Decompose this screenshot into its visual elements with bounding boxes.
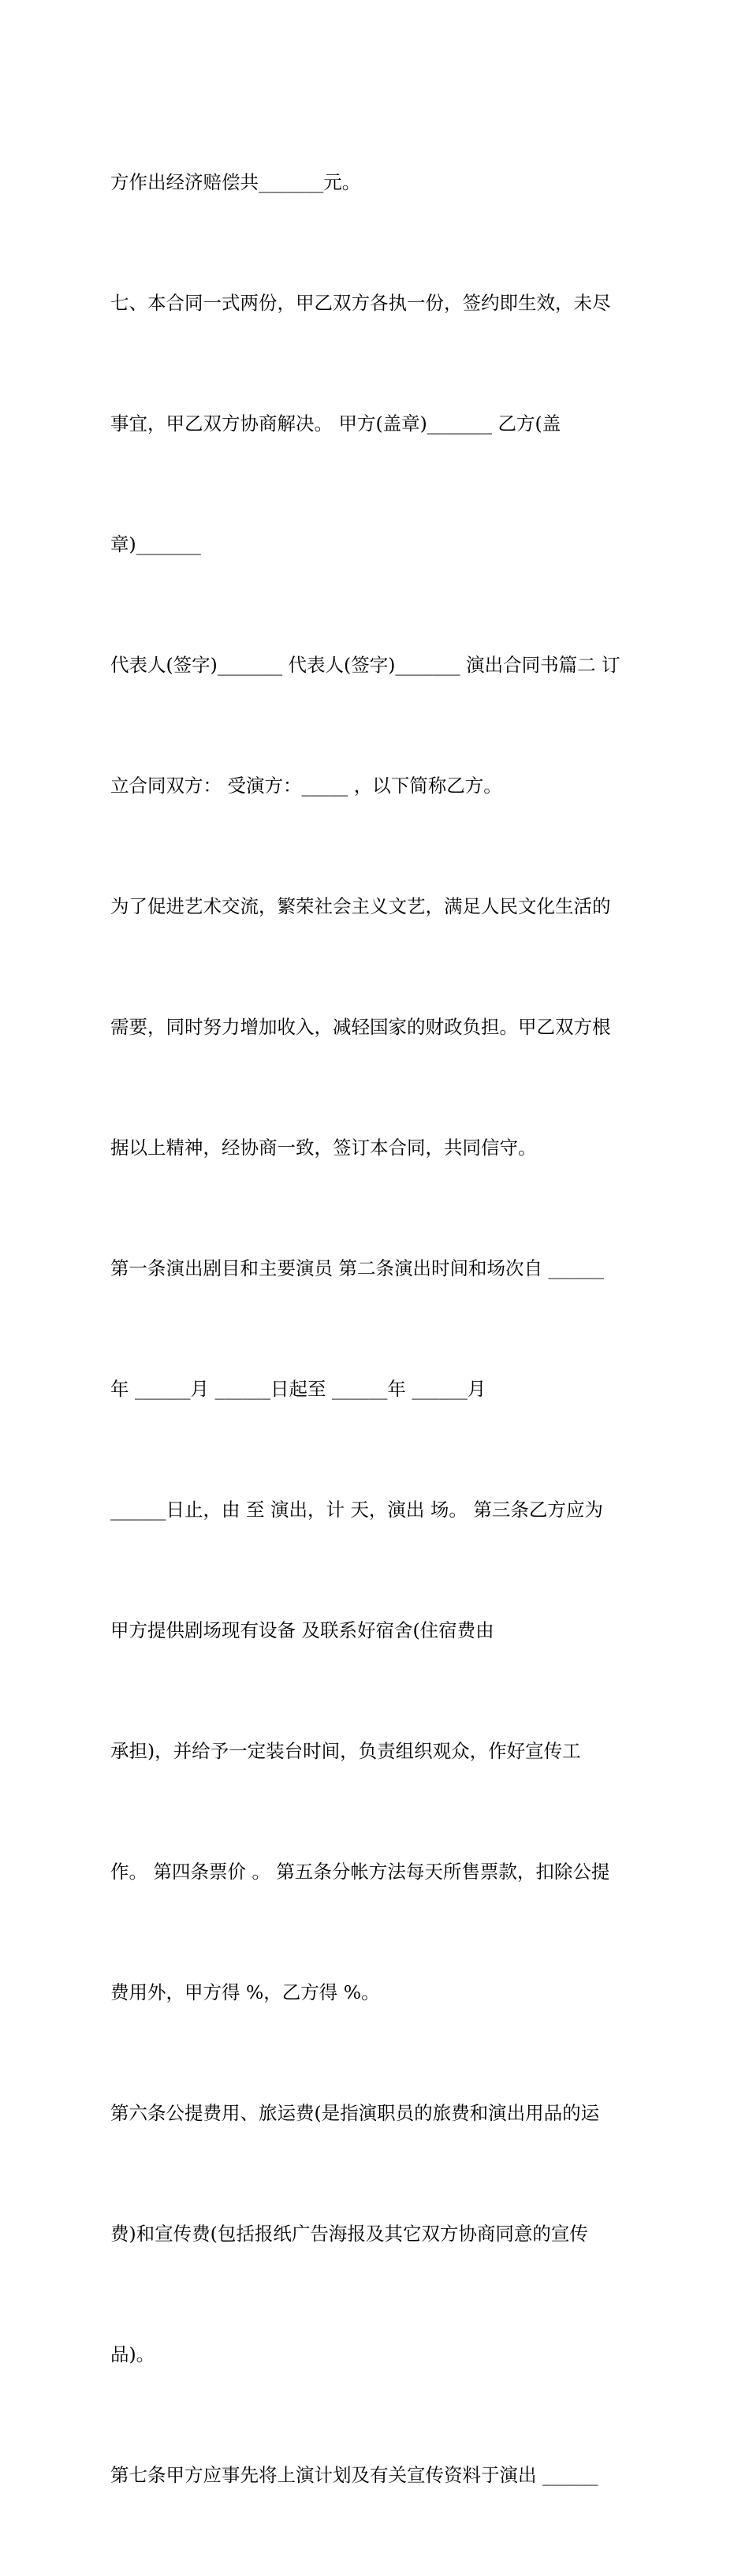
text-line: 立合同双方： 受演方：_____ ，以下简称乙方。 [110,775,502,797]
text-line: 费用外，甲方得 %，乙方得 %。 [110,1981,380,2003]
text-line: 代表人(签字)_______ 代表人(签字)_______ 演出合同书篇二 订 [110,654,620,676]
text-line: 第七条甲方应事先将上演计划及有关宣传资料于演出 ______ [110,2464,598,2486]
document-body [110,82,647,2576]
text-line: 事宜，甲乙双方协商解决。 甲方(盖章)_______ 乙方(盖 [110,413,561,435]
text-line: 作。 第四条票价 。 第五条分帐方法每天所售票款，扣除公提 [110,1861,610,1883]
text-line: 需要，同时努力增加收入，减轻国家的财政负担。甲乙双方根 [110,1016,611,1038]
text-line: 承担)，并给予一定装台时间，负责组织观众，作好宣传工 [110,1740,581,1762]
text-line: ______日止，由 至 演出，计 天，演出 场。 第三条乙方应为 [110,1499,603,1521]
text-line: 费)和宣传费(包括报纸广告海报及其它双方协商同意的宣传 [110,2223,588,2245]
text-line: 章)_______ [110,533,201,555]
text-line: 第一条演出剧目和主要演员 第二条演出时间和场次自 ______ [110,1257,604,1279]
text-line: 方作出经济赔偿共_______元。 [110,171,361,193]
text-line: 七、本合同一式两份，甲乙双方各执一份，签约即生效，未尽 [110,292,611,314]
text-line: 品)。 [110,2343,155,2365]
text-line: 据以上精神，经协商一致，签订本合同，共同信守。 [110,1137,537,1159]
text-line: 第六条公提费用、旅运费(是指演职员的旅费和演出用品的运 [110,2102,600,2124]
text-line: 年 ______月 ______日起至 ______年 ______月 [110,1378,486,1400]
text-line: 甲方提供剧场现有设备 及联系好宿舍(住宿费由 [110,1619,494,1641]
text-line: 为了促进艺术交流，繁荣社会主义文艺，满足人民文化生活的 [110,895,611,917]
